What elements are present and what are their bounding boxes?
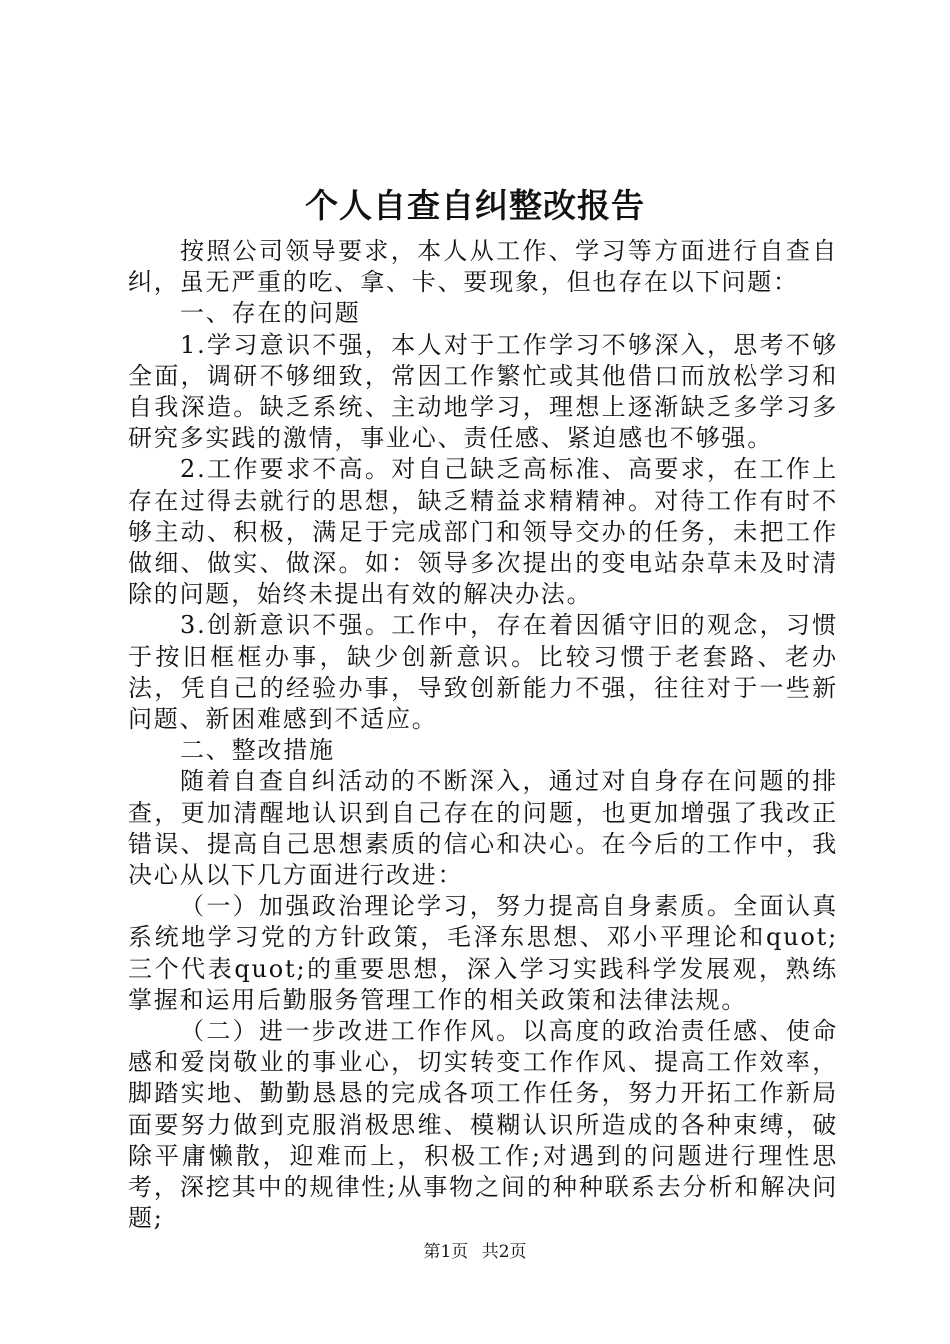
page-footer: [0, 1240, 950, 1264]
problem-item-3: 3.创新意识不强。工作中，存在着因循守旧的观念，习惯于按旧框框办事，缺少创新意识。比较习惯于老套路、老办法，凭自己的经验办事，导致创新能力不强，往往对于一些新问题、新困难感到不适应。: [128, 611, 838, 734]
page-number-total: 共2页: [481, 1242, 527, 1262]
document-body: [128, 236, 838, 1235]
measures-intro-paragraph: 随着自查自纠活动的不断深入，通过对自身存在问题的排查，更加清醒地认识到自己存在的问题，也更加增强了我改正错误、提高自己思想素质的信心和决心。在今后的工作中，我决心从以下几方面进行改进：: [128, 767, 838, 890]
intro-paragraph: 按照公司领导要求，本人从工作、学习等方面进行自查自纠，虽无严重的吃、拿、卡、要现象，但也存在以下问题：: [128, 237, 838, 297]
measure-item-1: （一）加强政治理论学习，努力提高自身素质。全面认真系统地学习党的方针政策，毛泽东思想、邓小平理论和quot;三个代表quot;的重要思想，深入学习实践科学发展观，熟练掌握和运用后勤服务管理工作的相关政策和法律法规。: [128, 892, 838, 1014]
document-title: 个人自查自纠整改报告: [305, 186, 645, 225]
section-heading-problems: 一、存在的问题: [180, 299, 361, 328]
section-heading-measures: 二、整改措施: [180, 736, 335, 765]
problem-item-1: 1.学习意识不强，本人对于工作学习不够深入，思考不够全面，调研不够细致，常因工作繁忙或其他借口而放松学习和自我深造。缺乏系统、主动地学习，理想上逐渐缺乏多学习多研究多实践的激情，事业心、责任感、紧迫感也不够强。: [128, 330, 838, 453]
measure-item-2: （二）进一步改进工作作风。以高度的政治责任感、使命感和爱岗敬业的事业心，切实转变工作作风、提高工作效率，脚踏实地、勤勤恳恳的完成各项工作任务，努力开拓工作新局面要努力做到克服消极思维、模糊认识所造成的各种束缚，破除平庸懒散，迎难而上，积极工作;对遇到的问题进行理性思考，深挖其中的规律性;从事物之间的种种联系去分析和解决问题;: [128, 1017, 838, 1233]
problem-item-2: 2.工作要求不高。对自己缺乏高标准、高要求，在工作上存在过得去就行的思想，缺乏精益求精精神。对待工作有时不够主动、积极，满足于完成部门和领导交办的任务，未把工作做细、做实、做深。如：领导多次提出的变电站杂草未及时清除的问题，始终未提出有效的解决办法。: [128, 455, 838, 609]
page-number-current: 第1页: [423, 1242, 469, 1262]
